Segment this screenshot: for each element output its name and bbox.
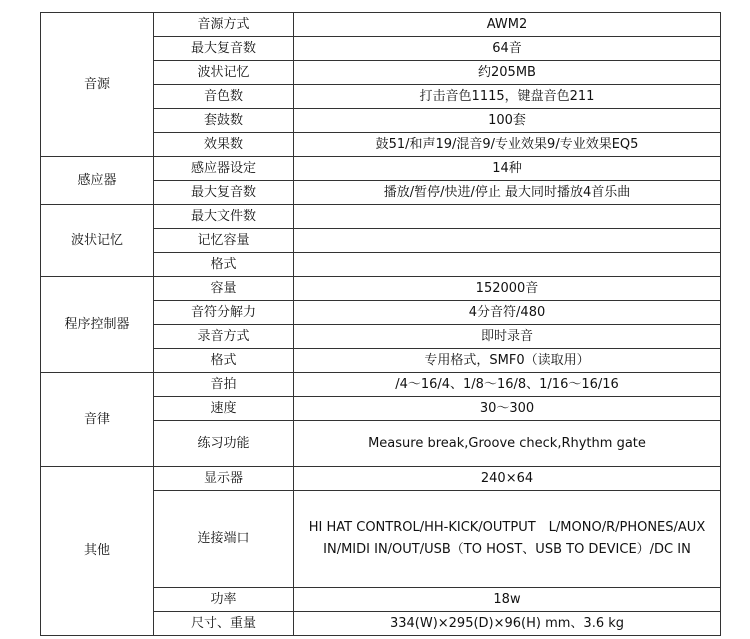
spec-label: 练习功能 xyxy=(154,421,294,467)
spec-value: 240×64 xyxy=(294,467,721,491)
table-row xyxy=(41,373,721,397)
spec-value: 30～300 xyxy=(294,397,721,421)
spec-label: 效果数 xyxy=(154,133,294,157)
spec-value-ports: HI HAT CONTROL/HH-KICK/OUTPUT L/MONO/R/PHONES/AUX IN/MIDI IN/OUT/USB（TO HOST、USB TO DEVICE）/DC IN xyxy=(294,491,721,588)
spec-label: 尺寸、重量 xyxy=(154,612,294,636)
group-name-other: 其他 xyxy=(41,467,154,636)
spec-value: Measure break,Groove check,Rhythm gate xyxy=(294,421,721,467)
spec-label: 格式 xyxy=(154,349,294,373)
spec-label: 波状记忆 xyxy=(154,61,294,85)
spec-label: 最大文件数 xyxy=(154,205,294,229)
spec-label: 音源方式 xyxy=(154,13,294,37)
spec-label: 功率 xyxy=(154,588,294,612)
table-row xyxy=(41,467,721,491)
spec-label: 容量 xyxy=(154,277,294,301)
group-name-sequencer: 程序控制器 xyxy=(41,277,154,373)
table-row xyxy=(41,157,721,181)
spec-value: 100套 xyxy=(294,109,721,133)
spec-value: 64音 xyxy=(294,37,721,61)
spec-table xyxy=(40,12,721,636)
spec-value: 约205MB xyxy=(294,61,721,85)
spec-label: 最大复音数 xyxy=(154,181,294,205)
spec-label: 记忆容量 xyxy=(154,229,294,253)
spec-label: 格式 xyxy=(154,253,294,277)
spec-value: 即时录音 xyxy=(294,325,721,349)
spec-label: 音拍 xyxy=(154,373,294,397)
table-row xyxy=(41,205,721,229)
spec-value: 播放/暂停/快进/停止 最大同时播放4首乐曲 xyxy=(294,181,721,205)
spec-value: 334(W)×295(D)×96(H) mm、3.6 kg xyxy=(294,612,721,636)
spec-value: 152000音 xyxy=(294,277,721,301)
group-name-sound-source: 音源 xyxy=(41,13,154,157)
spec-label: 套鼓数 xyxy=(154,109,294,133)
table-row xyxy=(41,277,721,301)
table-row xyxy=(41,13,721,37)
spec-label: 音色数 xyxy=(154,85,294,109)
group-name-wave-memory: 波状记忆 xyxy=(41,205,154,277)
spec-value xyxy=(294,205,721,229)
group-name-rhythm: 音律 xyxy=(41,373,154,467)
spec-value: 4分音符/480 xyxy=(294,301,721,325)
spec-value: AWM2 xyxy=(294,13,721,37)
spec-label: 录音方式 xyxy=(154,325,294,349)
spec-value xyxy=(294,229,721,253)
spec-value xyxy=(294,253,721,277)
spec-value: 专用格式，SMF0（读取用） xyxy=(294,349,721,373)
spec-label: 显示器 xyxy=(154,467,294,491)
spec-value: 打击音色1115，键盘音色211 xyxy=(294,85,721,109)
spec-label: 速度 xyxy=(154,397,294,421)
spec-value: /4～16/4、1/8～16/8、1/16～16/16 xyxy=(294,373,721,397)
spec-label: 连接端口 xyxy=(154,491,294,588)
spec-label: 感应器设定 xyxy=(154,157,294,181)
spec-label: 最大复音数 xyxy=(154,37,294,61)
spec-value: 18w xyxy=(294,588,721,612)
spec-label: 音符分解力 xyxy=(154,301,294,325)
group-name-sensor: 感应器 xyxy=(41,157,154,205)
spec-value: 鼓51/和声19/混音9/专业效果9/专业效果EQ5 xyxy=(294,133,721,157)
spec-value: 14种 xyxy=(294,157,721,181)
